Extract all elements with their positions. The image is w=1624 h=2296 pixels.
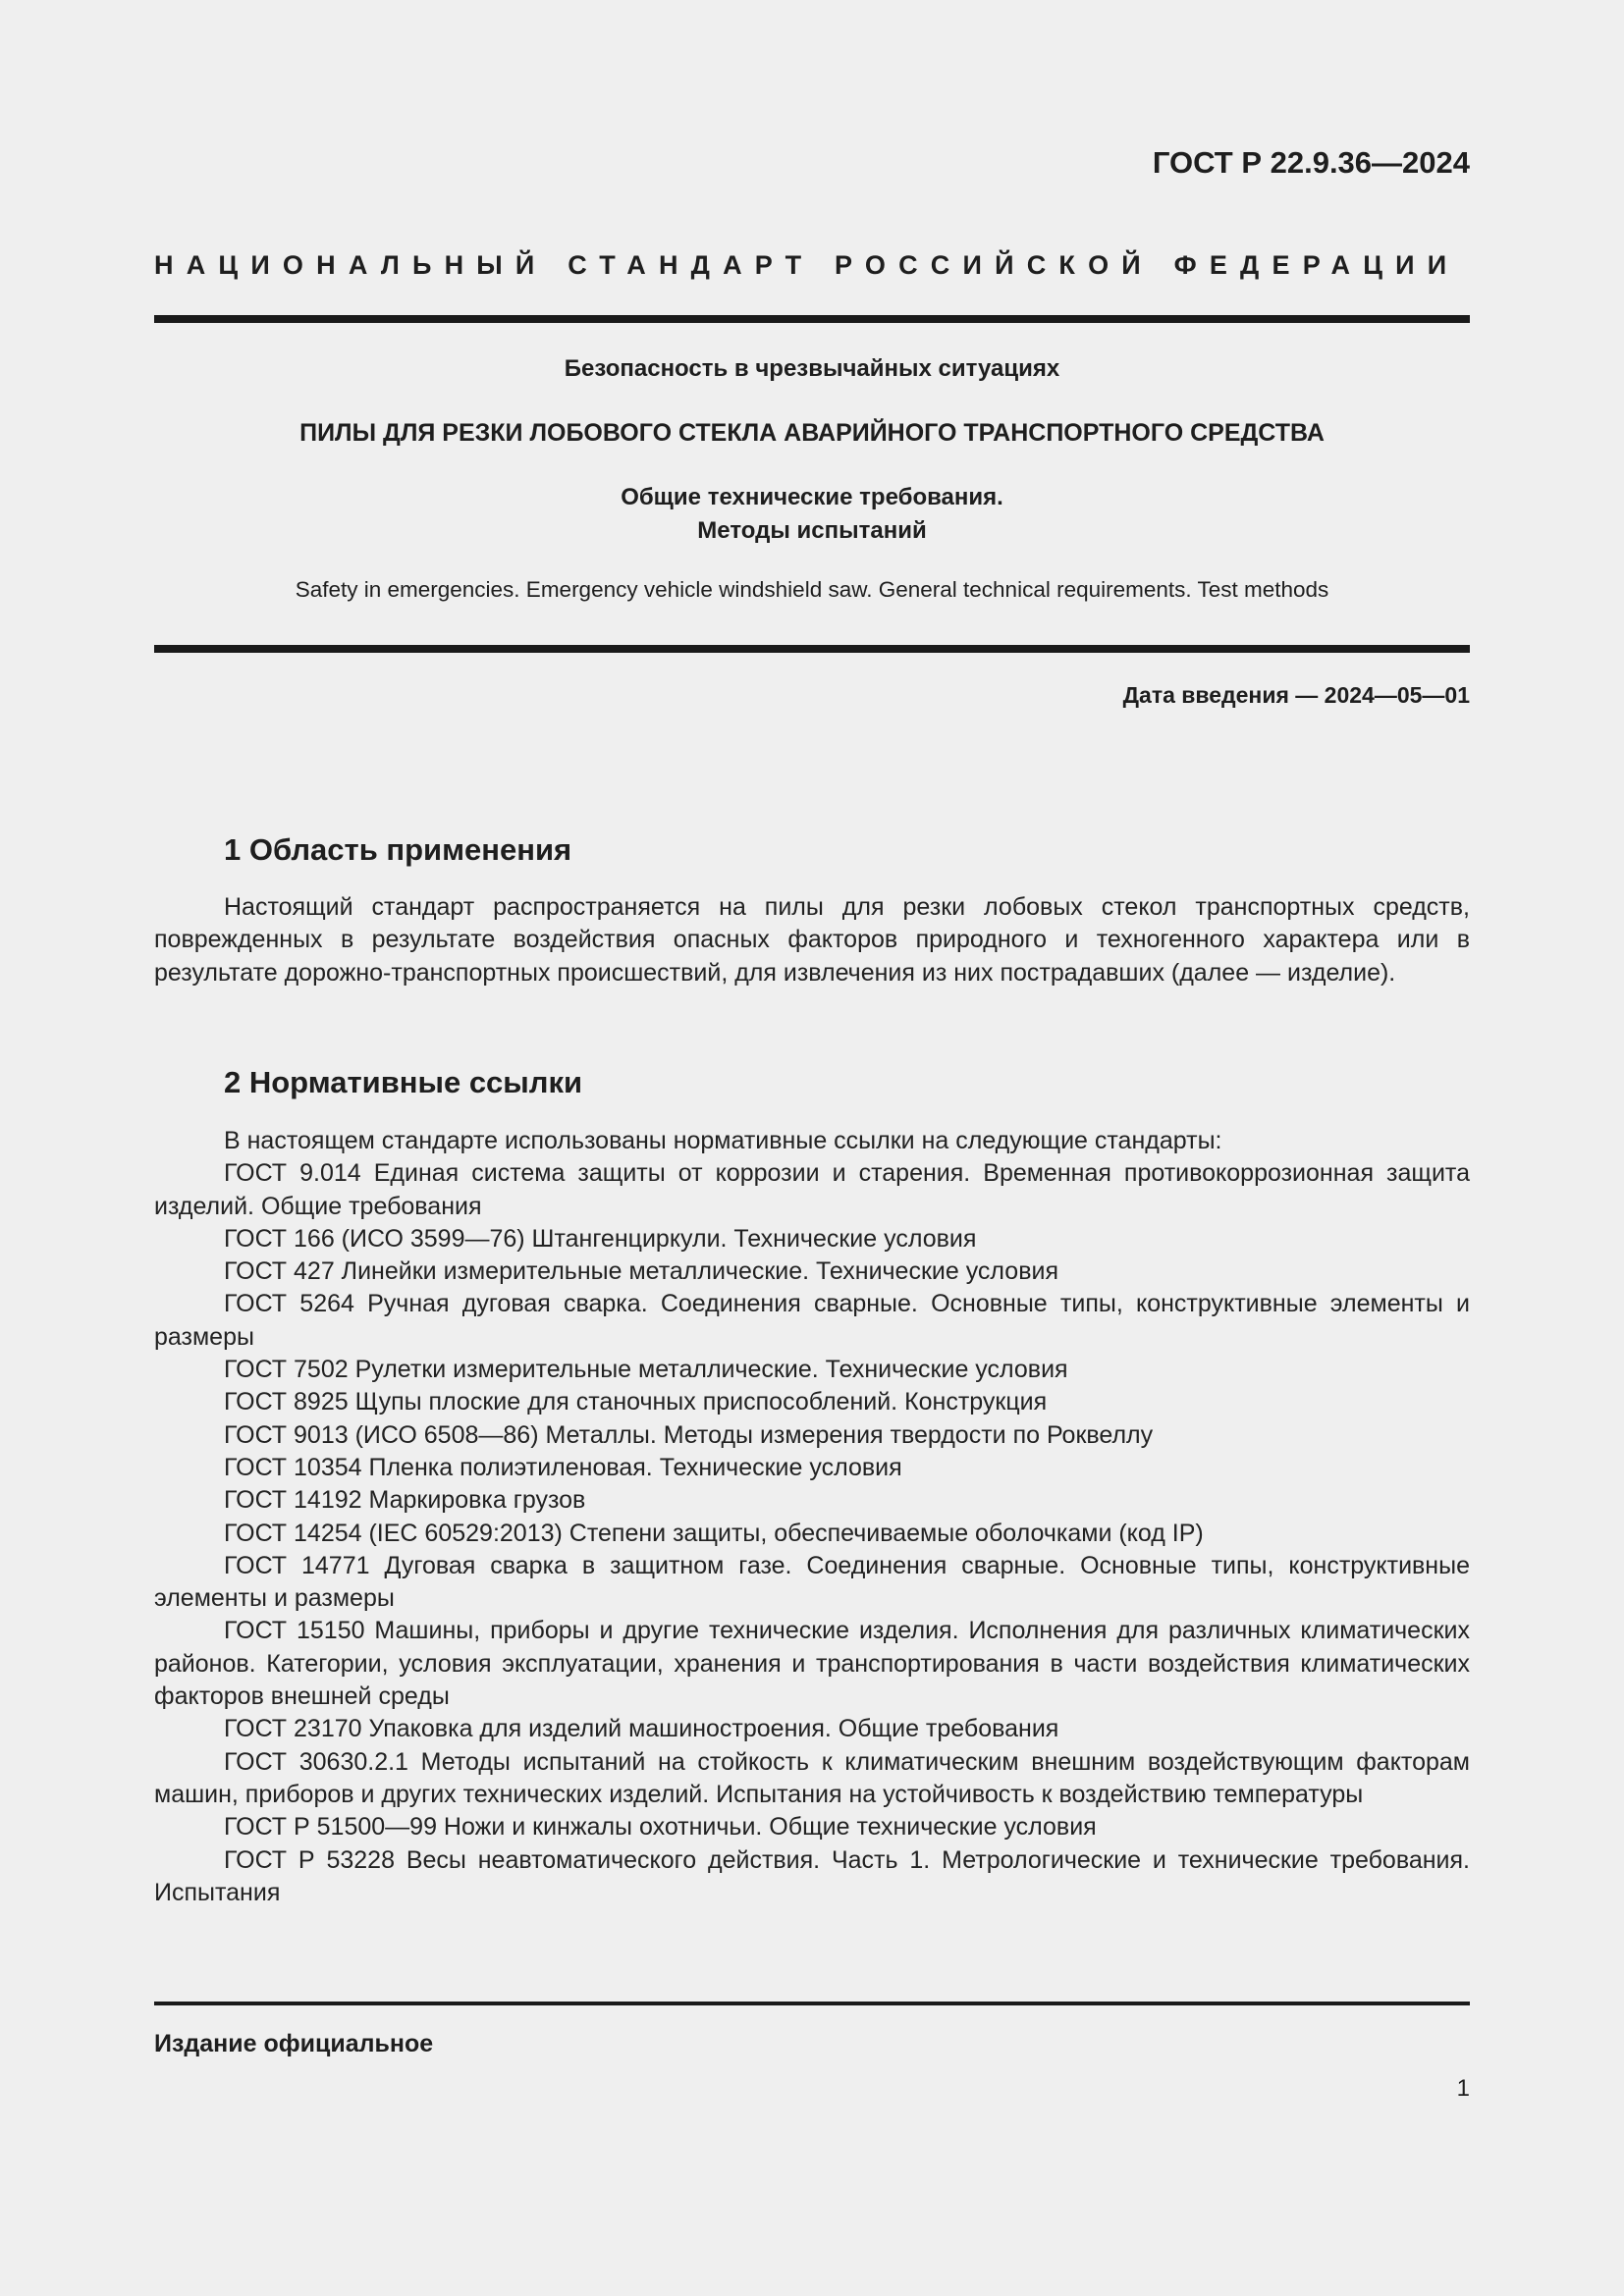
section-1-title: 1 Область применения xyxy=(224,832,572,867)
title-main: ПИЛЫ ДЛЯ РЕЗКИ ЛОБОВОГО СТЕКЛА АВАРИЙНОГО ТРАНСПОРТНОГО СРЕДСТВА xyxy=(299,419,1325,447)
title-english: Safety in emergencies. Emergency vehicle windshield saw. General technical requirements. Test methods xyxy=(295,577,1329,602)
subtitle-line-2: Методы испытаний xyxy=(697,517,927,544)
scope-paragraph: Настоящий стандарт распространяется на пилы для резки лобовых стекол транспортных средств, поврежденных в результате воздействия опасных факторов природного и техногенного характера или в результате дорожно-транспортных происшествий, для извлечения из них пострадавших (далее — изделие). xyxy=(154,893,1470,987)
title-field: Безопасность в чрезвычайных ситуациях xyxy=(564,355,1060,382)
reference-item: ГОСТ 10354 Пленка полиэтиленовая. Технические условия xyxy=(224,1453,902,1481)
references-intro: В настоящем стандарте использованы нормативные ссылки на следующие стандарты: xyxy=(224,1127,1222,1154)
section-2-title: 2 Нормативные ссылки xyxy=(224,1065,583,1099)
reference-item: ГОСТ 8925 Щупы плоские для станочных приспособлений. Конструкция xyxy=(224,1388,1048,1416)
title-bottom-rule xyxy=(154,645,1470,653)
reference-item: ГОСТ 7502 Рулетки измерительные металлические. Технические условия xyxy=(224,1356,1068,1384)
reference-item: ГОСТ 14771 Дуговая сварка в защитном газе. Соединения сварные. Основные типы, конструктивные элементы и размеры xyxy=(154,1551,1470,1613)
subtitle-line-1: Общие технические требования. xyxy=(621,484,1003,510)
title-subtitle xyxy=(154,481,1470,548)
section-1-text xyxy=(154,891,1470,989)
reference-item: ГОСТ 166 (ИСО 3599—76) Штангенциркули. Технические условия xyxy=(224,1224,977,1253)
reference-item: ГОСТ 5264 Ручная дуговая сварка. Соединения сварные. Основные типы, конструктивные элементы и размеры xyxy=(154,1290,1470,1351)
official-edition-label: Издание официальное xyxy=(154,2030,434,2057)
reference-item: ГОСТ 9013 (ИСО 6508—86) Металлы. Методы измерения твердости по Роквеллу xyxy=(224,1420,1154,1449)
reference-item: ГОСТ Р 53228 Весы неавтоматического действия. Часть 1. Метрологические и технические требования. Испытания xyxy=(154,1845,1470,1906)
top-rule xyxy=(154,315,1470,323)
footer-rule xyxy=(154,2002,1470,2005)
reference-item: ГОСТ 30630.2.1 Методы испытаний на стойкость к климатическим внешним воздействующим факторам машин, приборов и других технических изделий. Испытания на устойчивость к воздействию температуры xyxy=(154,1747,1470,1808)
reference-item: ГОСТ 9.014 Единая система защиты от коррозии и старения. Временная противокоррозионная защита изделий. Общие требования xyxy=(154,1159,1470,1220)
reference-item: ГОСТ 15150 Машины, приборы и другие технические изделия. Исполнения для различных климатических районов. Категории, условия эксплуатации, хранения и транспортирования в части воздействия климатических факторов внешней среды xyxy=(154,1617,1470,1711)
reference-item: ГОСТ Р 51500—99 Ножи и кинжалы охотничьи. Общие технические условия xyxy=(224,1813,1097,1842)
introduction-date: Дата введения — 2024—05—01 xyxy=(1122,682,1470,708)
document-code: ГОСТ Р 22.9.36—2024 xyxy=(1152,145,1470,180)
national-standard-heading: НАЦИОНАЛЬНЫЙ СТАНДАРТ РОССИЙСКОЙ ФЕДЕРАЦИИ xyxy=(154,250,1460,280)
section-2-text xyxy=(154,1125,1470,1909)
page-number: 1 xyxy=(1456,2075,1470,2102)
reference-item: ГОСТ 23170 Упаковка для изделий машиностроения. Общие требования xyxy=(224,1715,1059,1743)
reference-item: ГОСТ 14192 Маркировка грузов xyxy=(224,1486,586,1515)
reference-item: ГОСТ 427 Линейки измерительные металлические. Технические условия xyxy=(224,1257,1058,1286)
reference-item: ГОСТ 14254 (IEC 60529:2013) Степени защиты, обеспечиваемые оболочками (код IP) xyxy=(224,1519,1204,1547)
